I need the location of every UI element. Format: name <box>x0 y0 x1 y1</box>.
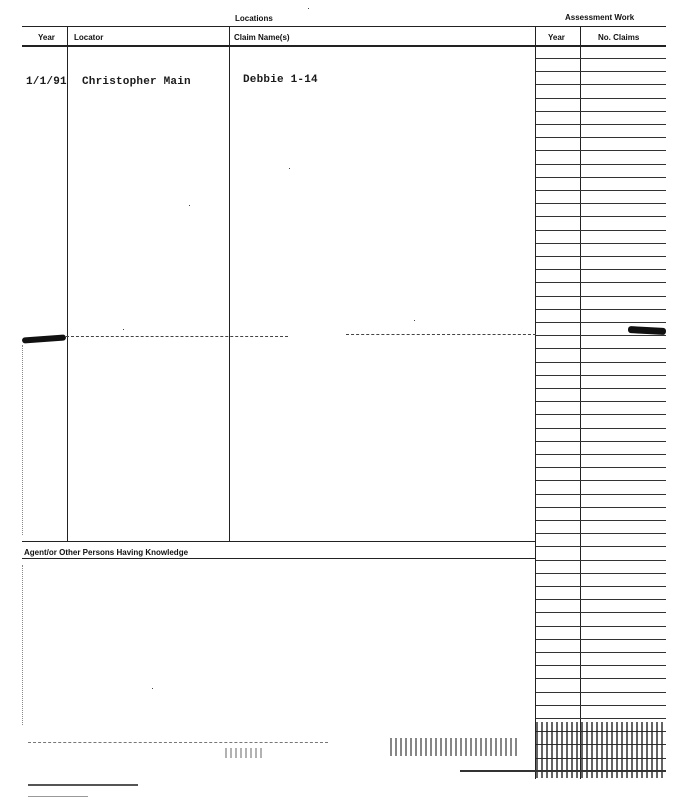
assessment-row-rule <box>536 414 666 415</box>
assessment-row-rule <box>536 111 666 112</box>
fold-line-left <box>66 336 288 337</box>
assessment-row-rule <box>536 348 666 349</box>
agent-section-label: Agent/or Other Persons Having Knowledge <box>24 548 189 557</box>
assessment-row-rule <box>536 573 666 574</box>
assessment-row-rule <box>536 256 666 257</box>
divider-aw-year-no-claims <box>580 27 581 779</box>
divider-claims-assessment <box>535 27 536 779</box>
assessment-row-rule <box>536 98 666 99</box>
column-header-year: Year <box>38 33 55 42</box>
left-edge-marks-lower <box>22 565 23 725</box>
column-header-aw-year: Year <box>548 33 565 42</box>
assessment-row-rule <box>536 388 666 389</box>
speck <box>308 8 309 9</box>
assessment-row-rule <box>536 203 666 204</box>
bottom-left-streak <box>28 784 138 786</box>
assessment-row-rule <box>536 480 666 481</box>
assessment-row-rule <box>536 84 666 85</box>
ink-smudge-right <box>628 326 666 335</box>
assessment-row-rule <box>536 678 666 679</box>
assessment-row-rule <box>536 335 666 336</box>
assessment-row-rule <box>536 599 666 600</box>
assessment-row-rule <box>536 520 666 521</box>
speck <box>289 168 290 169</box>
assessment-row-rule <box>536 177 666 178</box>
left-edge-marks <box>22 345 23 535</box>
assessment-row-rule <box>536 269 666 270</box>
assessment-row-rule <box>536 705 666 706</box>
entry-claim-name: Debbie 1-14 <box>243 74 318 86</box>
assessment-row-rule <box>536 362 666 363</box>
assessment-row-rule <box>536 454 666 455</box>
assessment-row-rule <box>536 322 666 323</box>
assessment-row-rule <box>536 150 666 151</box>
locations-title: Locations <box>235 14 273 23</box>
assessment-row-rule <box>536 467 666 468</box>
speck <box>152 688 153 689</box>
assessment-row-rule <box>536 546 666 547</box>
speck <box>414 320 415 321</box>
assessment-row-rule <box>536 560 666 561</box>
scan-noise-center <box>390 738 520 756</box>
speck <box>123 329 124 330</box>
assessment-row-rule <box>536 296 666 297</box>
assessment-row-rule <box>536 652 666 653</box>
agent-section-rule <box>22 558 536 559</box>
entry-year: 1/1/91 <box>26 76 67 88</box>
assessment-row-rule <box>536 533 666 534</box>
assessment-row-rule <box>536 494 666 495</box>
assessment-row-rule <box>536 164 666 165</box>
assessment-row-rule <box>536 626 666 627</box>
assessment-row-rule <box>536 190 666 191</box>
bottom-faint-line <box>28 742 328 743</box>
assessment-row-rule <box>536 375 666 376</box>
column-header-no-claims: No. Claims <box>598 33 640 42</box>
divider-locator-claims <box>229 27 230 541</box>
assessment-row-rule <box>536 665 666 666</box>
ink-smudge-left <box>22 334 66 343</box>
assessment-work-title: Assessment Work <box>565 13 635 22</box>
entry-locator: Christopher Main <box>82 76 191 88</box>
assessment-row-rule <box>536 401 666 402</box>
assessment-row-rule <box>536 216 666 217</box>
assessment-row-rule <box>536 309 666 310</box>
assessment-row-rule <box>536 428 666 429</box>
assessment-row-rule <box>536 230 666 231</box>
column-header-locator: Locator <box>74 33 104 42</box>
speck <box>189 205 190 206</box>
assessment-row-rule <box>536 71 666 72</box>
column-header-claim-names: Claim Name(s) <box>234 33 290 42</box>
bottom-left-faint <box>28 796 88 797</box>
divider-year-locator <box>67 27 68 541</box>
bottom-dark-streak <box>460 770 666 772</box>
header-top-rule <box>22 26 666 27</box>
assessment-row-rule <box>536 243 666 244</box>
assessment-row-rule <box>536 639 666 640</box>
assessment-row-rule <box>536 612 666 613</box>
assessment-row-rule <box>536 124 666 125</box>
assessment-row-rule <box>536 586 666 587</box>
header-bottom-rule <box>22 45 666 47</box>
assessment-row-rule <box>536 507 666 508</box>
fold-line-right <box>346 334 536 335</box>
assessment-row-rule <box>536 441 666 442</box>
assessment-row-rule <box>536 58 666 59</box>
assessment-row-rule <box>536 282 666 283</box>
locations-bottom-rule <box>22 541 536 542</box>
assessment-row-rule <box>536 692 666 693</box>
assessment-row-rule <box>536 718 666 719</box>
assessment-row-rule <box>536 137 666 138</box>
scan-noise-small <box>225 748 265 758</box>
